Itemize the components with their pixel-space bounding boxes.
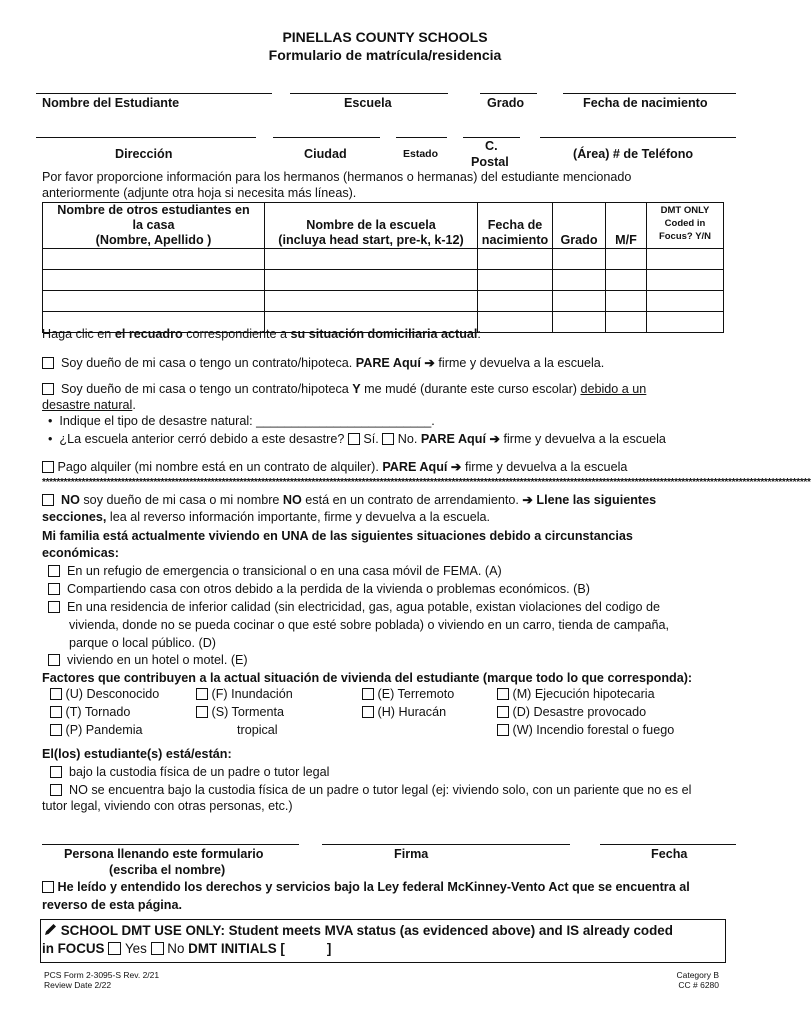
- factors-heading: Factores que contribuyen a la actual situación de vivienda del estudiante (marque todo lo que corresponda):: [42, 671, 693, 685]
- cell-gender[interactable]: [606, 291, 647, 312]
- not-owner-text-1: soy dueño de mi casa o mi nombre: [79, 493, 283, 507]
- disaster-end: .: [132, 398, 136, 412]
- person-name-line[interactable]: [42, 844, 299, 845]
- arrow-right-icon: ➔: [450, 460, 462, 474]
- not-owner-fill-sections: Llene las siguientes: [532, 493, 657, 507]
- acknowledge-text-1: He leído y entendido los derechos y servicios bajo la Ley federal McKinney-Vento Act que se encuentra al: [57, 880, 690, 894]
- disaster-bullet-1: [48, 414, 435, 428]
- factor-u-checkbox[interactable]: [50, 688, 62, 700]
- col-gender-header-text: M/F: [615, 233, 637, 247]
- school-line[interactable]: [290, 93, 448, 94]
- dmt-initials-close: ]: [326, 941, 332, 956]
- footer-form-number: PCS Form 2-3095-S Rev. 2/21: [44, 970, 160, 980]
- custody-option-1: [50, 765, 329, 779]
- factor-p: [50, 723, 143, 737]
- cell-dob[interactable]: [478, 291, 553, 312]
- cell-school[interactable]: [265, 291, 478, 312]
- factor-m: [497, 687, 655, 701]
- col-name-header-2: la casa: [132, 218, 175, 232]
- own-home-stop: PARE Aquí: [355, 356, 421, 370]
- cell-school[interactable]: [265, 249, 478, 270]
- city-label: Ciudad: [304, 147, 347, 161]
- factor-h-label: (H) Huracán: [377, 705, 447, 719]
- cell-name[interactable]: [43, 291, 265, 312]
- date-label: Fecha: [651, 847, 688, 861]
- disaster-checkbox[interactable]: [42, 383, 54, 395]
- table-row: [43, 249, 724, 270]
- factor-w: [497, 723, 674, 737]
- not-owner-checkbox[interactable]: [42, 494, 54, 506]
- acknowledge-line-2: reverso de esta página.: [42, 898, 182, 912]
- factor-t: [50, 705, 130, 719]
- person-label-1: Persona llenando este formulario: [64, 847, 264, 861]
- zip-line[interactable]: [463, 137, 520, 138]
- school-closed-no-checkbox[interactable]: [382, 433, 394, 445]
- col-grade-header-text: Grado: [560, 233, 598, 247]
- focus-no-checkbox[interactable]: [151, 942, 164, 955]
- factor-f-checkbox[interactable]: [196, 688, 208, 700]
- factor-d-label: (D) Desastre provocado: [512, 705, 647, 719]
- factor-e: [362, 687, 454, 701]
- school-use-text: SCHOOL DMT USE ONLY: Student meets MVA status (as evidenced above) and IS already coded: [60, 923, 673, 938]
- cell-dmt[interactable]: [647, 291, 724, 312]
- table-row: [43, 270, 724, 291]
- cell-dob[interactable]: [478, 270, 553, 291]
- cell-dob[interactable]: [478, 312, 553, 333]
- arrow-right-icon: ➔: [424, 356, 435, 370]
- footer-review-date: Review Date 2/22: [44, 980, 112, 990]
- situation-a-label: En un refugio de emergencia o transicional o en una casa móvil de FEMA. (A): [67, 564, 502, 578]
- siblings-table: [42, 202, 724, 333]
- factor-d: [497, 705, 646, 719]
- factor-p-checkbox[interactable]: [50, 724, 62, 736]
- state-label: Estado: [403, 148, 439, 160]
- rent-stop: PARE Aquí: [382, 460, 448, 474]
- own-home-after: firme y devuelva a la escuela.: [434, 356, 605, 370]
- acknowledge-line-1: [42, 880, 690, 894]
- factor-t-label: (T) Tornado: [65, 705, 131, 719]
- factor-m-checkbox[interactable]: [497, 688, 509, 700]
- school-use-line-1: [44, 923, 673, 938]
- phone-line[interactable]: [540, 137, 736, 138]
- col-grade-header: [553, 203, 606, 249]
- factor-m-label: (M) Ejecución hipotecaria: [512, 687, 655, 701]
- situation-d-label-1: En una residencia de inferior calidad (sin electricidad, gas, agua potable, existan violaciones del codigo de: [67, 600, 660, 614]
- factor-s-tropical: tropical: [237, 723, 278, 737]
- school-closed-after: firme y devuelva a la escuela: [500, 432, 666, 446]
- factor-p-label: (P) Pandemia: [65, 723, 143, 737]
- focus-yes-label: Yes: [124, 941, 147, 956]
- factor-s-label: (S) Tormenta: [211, 705, 285, 719]
- option-rent: [42, 459, 627, 474]
- col-school-header-2: (incluya head start, pre-k, k-12): [278, 233, 464, 247]
- rent-text: Pago alquiler (mi nombre está en un contrato de alquiler).: [57, 460, 383, 474]
- situation-b: [48, 582, 590, 596]
- dmt-initials-label: DMT INITIALS [: [188, 941, 285, 956]
- grade-line[interactable]: [480, 93, 537, 94]
- instruction-bold-2: su situación domiciliaria actual: [290, 327, 478, 341]
- option-own-home: [42, 355, 604, 370]
- school-closed-no-label: No.: [397, 432, 418, 446]
- situations-heading-1: Mi familia está actualmente viviendo en UNA de las siguientes situaciones debido a circunstancias: [42, 529, 633, 543]
- situation-a-checkbox[interactable]: [48, 565, 60, 577]
- not-owner-no-2: NO: [282, 493, 302, 507]
- arrow-right-icon: ➔: [522, 493, 533, 507]
- cell-grade[interactable]: [553, 291, 606, 312]
- situation-e-label: viviendo en un hotel o motel. (E): [67, 653, 248, 667]
- factor-f-label: (F) Inundación: [211, 687, 293, 701]
- instruction-bold-1: el recuadro: [114, 327, 183, 341]
- option-not-owner: [42, 492, 656, 507]
- form-subtitle: Formulario de matrícula/residencia: [268, 47, 502, 63]
- bullet-icon: •: [48, 414, 53, 428]
- factor-h: [362, 705, 446, 719]
- cell-grade[interactable]: [553, 312, 606, 333]
- factor-s-checkbox[interactable]: [196, 706, 208, 718]
- disaster-text: Soy dueño de mi casa o tengo un contrato/hipoteca: [61, 382, 353, 396]
- city-line[interactable]: [273, 137, 380, 138]
- custody-option-2: [50, 783, 691, 797]
- factor-w-label: (W) Incendio forestal o fuego: [512, 723, 675, 737]
- signature-label: Firma: [394, 847, 429, 861]
- rent-checkbox[interactable]: [42, 461, 54, 473]
- factor-e-label: (E) Terremoto: [377, 687, 455, 701]
- col-gender-header: [606, 203, 647, 249]
- in-focus-label: in FOCUS: [42, 941, 105, 956]
- factor-t-checkbox[interactable]: [50, 706, 62, 718]
- cell-name[interactable]: [43, 270, 265, 291]
- own-home-text: Soy dueño de mi casa o tengo un contrato/hipoteca.: [61, 356, 356, 370]
- factor-f: [196, 687, 293, 701]
- situation-d-checkbox[interactable]: [48, 601, 60, 613]
- siblings-header-row: [43, 203, 724, 249]
- not-owner-no-1: NO: [61, 493, 80, 507]
- school-closed-yes-checkbox[interactable]: [348, 433, 360, 445]
- disaster-y: Y: [352, 382, 361, 396]
- siblings-intro-2: anteriormente (adjunte otra hoja si necesita más líneas).: [42, 186, 357, 200]
- col-dob-header-1: Fecha de: [487, 218, 543, 232]
- disaster-bullet-2: [48, 431, 666, 446]
- situation-d: [48, 600, 660, 614]
- situation-b-label: Compartiendo casa con otros debido a la perdida de la vivienda o problemas económicos. (B): [67, 582, 590, 596]
- factor-h-checkbox[interactable]: [362, 706, 374, 718]
- situation-a: [48, 564, 502, 578]
- arrow-right-icon: ➔: [489, 432, 501, 446]
- situations-heading-2: económicas:: [42, 546, 119, 560]
- acknowledge-checkbox[interactable]: [42, 881, 54, 893]
- situation-d-label-2: vivienda, donde no se pueda cocinar o que esté sobre poblada) o viviendo en un carro, tienda de campaña,: [69, 618, 670, 632]
- situation-b-checkbox[interactable]: [48, 583, 60, 595]
- col-dob-header-2: nacimiento: [481, 233, 549, 247]
- factor-e-checkbox[interactable]: [362, 688, 374, 700]
- school-closed-question: ¿La escuela anterior cerró debido a este desastre?: [59, 432, 345, 446]
- focus-yes-checkbox[interactable]: [108, 942, 121, 955]
- col-dmt-header-3: Focus? Y/N: [658, 231, 712, 242]
- footer-category: Category B: [676, 970, 719, 980]
- phone-label: (Área) # de Teléfono: [573, 147, 694, 161]
- cell-dmt[interactable]: [647, 312, 724, 333]
- not-owner-line-2: [42, 510, 490, 524]
- school-label: Escuela: [344, 96, 392, 110]
- not-owner-instructions: lea al reverso información importante, firme y devuelva a la escuela.: [106, 510, 491, 524]
- footer-cc: CC # 6280: [678, 980, 719, 990]
- disaster-line-2: [42, 398, 136, 412]
- cell-dmt[interactable]: [647, 249, 724, 270]
- custody-parent-label: bajo la custodia física de un padre o tutor legal: [69, 765, 330, 779]
- custody-parent-checkbox[interactable]: [50, 766, 62, 778]
- option-disaster: [42, 382, 646, 396]
- cell-school[interactable]: [265, 270, 478, 291]
- not-owner-sections: secciones,: [42, 510, 107, 524]
- col-dmt-header-1: DMT ONLY: [660, 205, 710, 216]
- cell-name[interactable]: [43, 249, 265, 270]
- custody-heading: El(los) estudiante(s) está/están:: [42, 747, 232, 761]
- cell-dob[interactable]: [478, 249, 553, 270]
- pencil-icon: [44, 923, 61, 938]
- col-school-header: [265, 203, 478, 249]
- col-name-header-3: (Nombre, Apellido ): [95, 233, 212, 247]
- grade-label: Grado: [487, 96, 525, 110]
- table-row: [43, 291, 724, 312]
- factor-d-checkbox[interactable]: [497, 706, 509, 718]
- own-home-checkbox[interactable]: [42, 357, 54, 369]
- cell-grade[interactable]: [553, 270, 606, 291]
- person-label-2: (escriba el nombre): [109, 863, 226, 877]
- disaster-underlined-2: desastre natural: [42, 398, 133, 412]
- cell-dmt[interactable]: [647, 270, 724, 291]
- zip-label-2: Postal: [471, 155, 509, 169]
- instruction-text-3: :: [477, 327, 481, 341]
- bullet-icon: •: [48, 432, 53, 446]
- address-label: Dirección: [115, 147, 173, 161]
- situation-e-checkbox[interactable]: [48, 654, 60, 666]
- address-line[interactable]: [36, 137, 256, 138]
- disaster-underlined-1: debido a un: [580, 382, 647, 396]
- student-name-label: Nombre del Estudiante: [42, 96, 180, 110]
- student-name-line[interactable]: [36, 93, 272, 94]
- birthdate-label: Fecha de nacimiento: [583, 96, 708, 110]
- cell-grade[interactable]: [553, 249, 606, 270]
- signature-line[interactable]: [322, 844, 570, 845]
- focus-no-label: No: [167, 941, 185, 956]
- situation-d-label-3: parque o local público. (D): [69, 636, 217, 650]
- cell-gender[interactable]: [606, 312, 647, 333]
- col-school-header-1: Nombre de la escuela: [306, 218, 436, 232]
- not-owner-text-2: está en un contrato de arrendamiento.: [301, 493, 523, 507]
- situation-e: [48, 653, 248, 667]
- birthdate-line[interactable]: [563, 93, 736, 94]
- disaster-type-prompt[interactable]: Indique el tipo de desastre natural: _________________________.: [59, 414, 435, 428]
- separator: **********************************************************************************************************************************************************************************************************************: [42, 477, 811, 488]
- col-dmt-header: [647, 203, 724, 249]
- col-name-header: [43, 203, 265, 249]
- col-dmt-header-2: Coded in: [664, 218, 706, 229]
- cell-gender[interactable]: [606, 270, 647, 291]
- form-title: PINELLAS COUNTY SCHOOLS: [282, 29, 488, 45]
- siblings-intro-1: Por favor proporcione información para los hermanos (hermanos o hermanas) del estudiante mencionado: [42, 170, 632, 184]
- factor-s: [196, 705, 284, 719]
- col-name-header-1: Nombre de otros estudiantes en: [57, 203, 250, 217]
- custody-not-parent-label-2: tutor legal, viviendo con otras personas, etc.): [42, 799, 293, 813]
- disaster-mid: me mudé (durante este curso escolar): [360, 382, 581, 396]
- zip-label-1: C.: [485, 139, 498, 153]
- factor-u: [50, 687, 159, 701]
- state-line[interactable]: [396, 137, 447, 138]
- rent-after: firme y devuelva a la escuela: [461, 460, 628, 474]
- school-use-line-2: [42, 941, 331, 956]
- housing-instruction: [42, 327, 481, 341]
- school-closed-stop: PARE Aquí: [420, 432, 486, 446]
- date-line[interactable]: [600, 844, 736, 845]
- factor-u-label: (U) Desconocido: [65, 687, 160, 701]
- instruction-text-1: Haga clic en: [42, 327, 115, 341]
- custody-not-parent-checkbox[interactable]: [50, 784, 62, 796]
- school-closed-yes-label: Sí.: [363, 432, 379, 446]
- factor-w-checkbox[interactable]: [497, 724, 509, 736]
- custody-not-parent-label-1: NO se encuentra bajo la custodia física de un padre o tutor legal (ej: viviendo solo, con un pariente que no es el: [69, 783, 692, 797]
- col-dob-header: [478, 203, 553, 249]
- cell-gender[interactable]: [606, 249, 647, 270]
- instruction-text-2: correspondiente a: [182, 327, 291, 341]
